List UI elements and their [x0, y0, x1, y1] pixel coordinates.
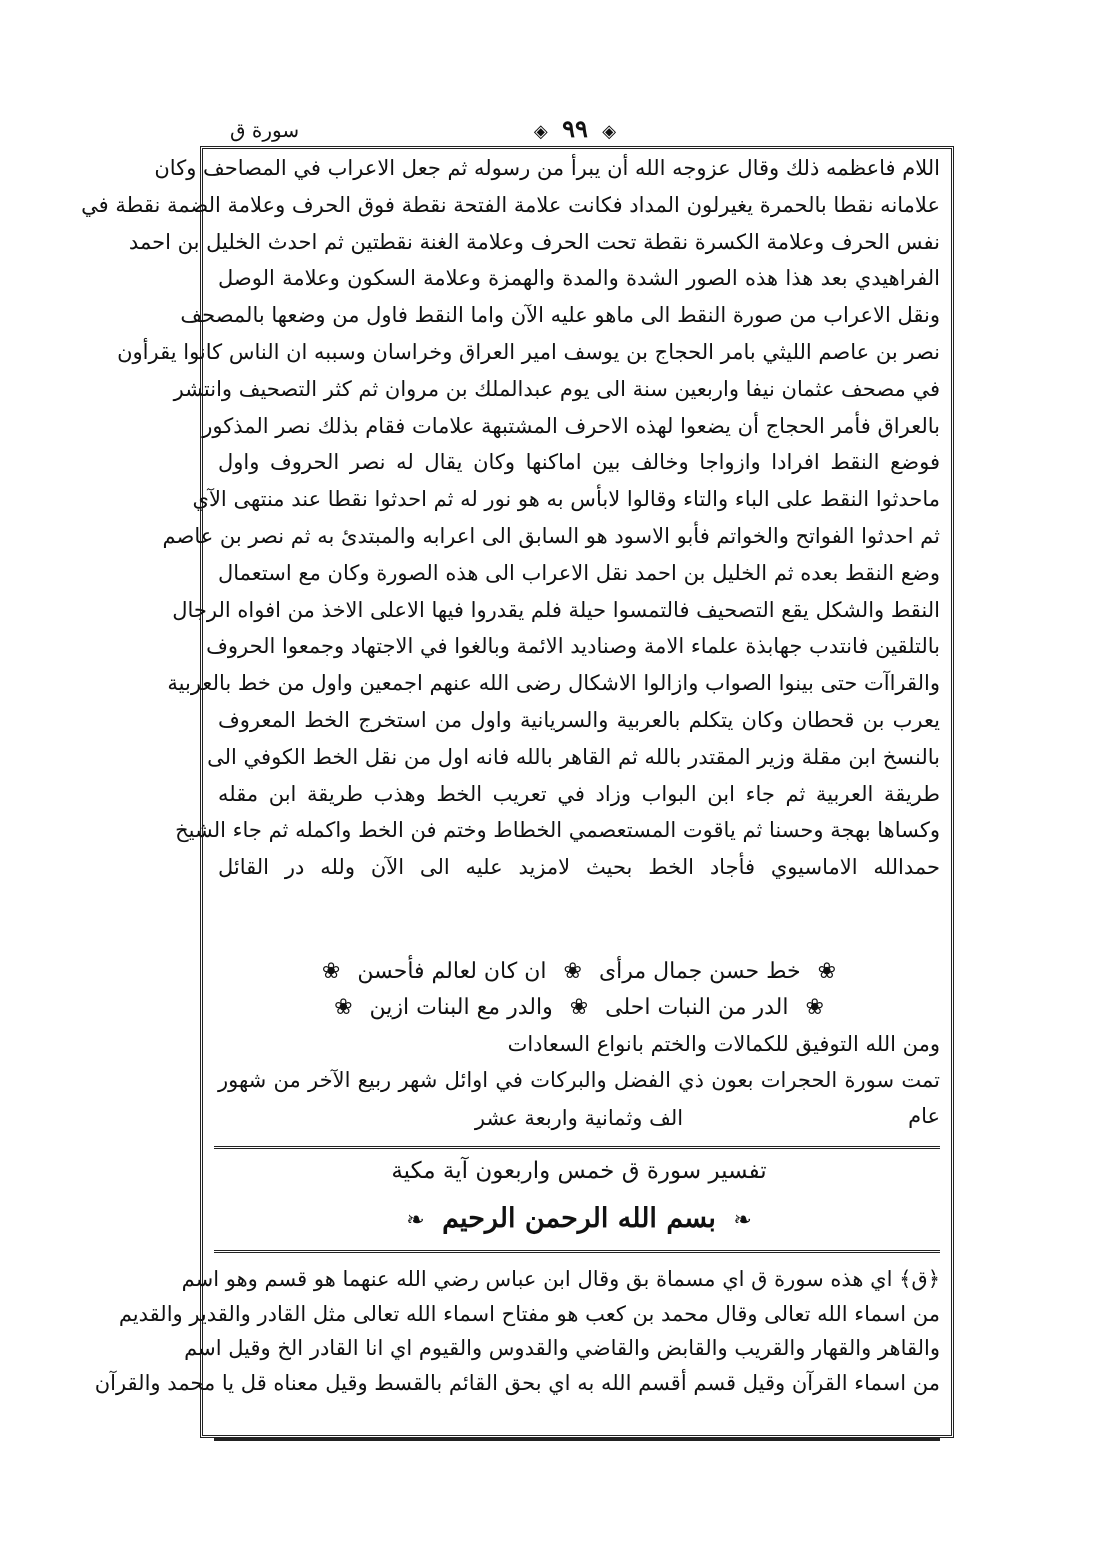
- colophon-line: تمت سورة الحجرات بعون ذي الفضل والبركات في اوائل شهر ربيع الآخر من شهور عام: [218, 1068, 940, 1128]
- tafsir-text: [94, 1262, 940, 1400]
- colophon-date: الف وثمانية واربعة عشر: [474, 1106, 684, 1130]
- text-line: ﴿ق﴾ اي هذه سورة ق اي مسماة بق وقال ابن عباس رضي الله عنهما هو قسم وهو اسم: [181, 1267, 940, 1291]
- flower-icon: ❀: [817, 959, 837, 984]
- section-divider: [214, 1146, 940, 1149]
- running-surah-title: سورة ق: [230, 118, 300, 142]
- flower-icon: ❀: [563, 959, 582, 984]
- ornament-icon: ❧: [733, 1208, 752, 1233]
- text-line: والقاهر والقهار والقريب والقابض والقاضي والقدوس والقيوم اي انا القادر الخ وقيل اسم: [184, 1336, 940, 1360]
- flower-icon: ❀: [569, 995, 589, 1020]
- text-line: فوضع النقط افرادا وازواجا وخالف بين اماكنها وكان يقال له نصر الحروف واول: [218, 450, 940, 475]
- basmala-text: بسم الله الرحمن الرحيم: [442, 1203, 716, 1234]
- page-number-text: ٩٩: [562, 114, 588, 143]
- text-line: نصر بن عاصم الليثي بامر الحجاج بن يوسف امير العراق وخراسان وسببه ان الناس كانوا يقرأون: [117, 339, 940, 364]
- surah-intro-title: تفسير سورة ق خمس واربعون آية مكية: [391, 1158, 767, 1184]
- text-line: يعرب بن قحطان وكان يتكلم بالعربية والسريانية واول من استخرج الخط المعروف: [218, 707, 940, 732]
- text-line: بالعراق فأمر الحجاج أن يضعوا لهذه الاحرف المشتبهة علامات فقام بذلك نصر المذكور: [202, 413, 940, 438]
- text-line: وكساها بهجة وحسنا ثم ياقوت المستعصمي الخطاط وختم فن الخط واكمله ثم جاء الشيخ: [175, 818, 940, 843]
- poem-verse: [218, 990, 940, 1026]
- text-line: في مصحف عثمان نيفا واربعين سنة الى يوم عبدالملك بن مروان ثم كثر التصحيف وانتشر: [173, 376, 940, 401]
- ornament-icon: ◈: [602, 121, 617, 142]
- flower-icon: ❀: [321, 959, 341, 984]
- text-line: من اسماء القرآن وقيل قسم أقسم الله به اي بحق القائم بالقسط وقيل معناه قل يا محمد والقرآن: [94, 1370, 940, 1395]
- main-text: [81, 150, 940, 886]
- text-line: طريقة العربية ثم جاء ابن البواب وزاد في تعريب الخط وهذب طريقة ابن مقله: [218, 781, 940, 806]
- verse-hemistich: خط حسن جمال مرأى: [598, 959, 801, 984]
- bottom-rule: [214, 1438, 940, 1441]
- text-line: علامانه نقطا بالحمرة يغيرلون المداد فكانت علامة الفتحة نقطة فوق الحرف وعلامة الضمة نقطة في: [81, 192, 940, 217]
- verse-hemistich: ان كان لعالم فأحسن: [357, 959, 547, 984]
- poem-verse: [218, 954, 940, 990]
- ornament-icon: ❧: [406, 1208, 425, 1233]
- flower-icon: ❀: [334, 995, 353, 1020]
- page-number: [200, 114, 950, 143]
- text-line: بالنسخ ابن مقلة وزير المقتدر بالله ثم القاهر بالله فانه اول من نقل الخط الكوفي الى: [207, 744, 940, 769]
- text-line: بالتلقين فانتدب جهابذة علماء الامة وصناديد الائمة وبالغوا في الاجتهاد وجمعوا الحروف: [206, 634, 940, 659]
- text-line: اللام فاعظمه ذلك وقال عزوجه الله أن يبرأ من رسوله ثم جعل الاعراب في المصاحف وكان: [154, 156, 940, 180]
- text-line: ونقل الاعراب من صورة النقط الى ماهو عليه الآن واما النقط فاول من وضعها بالمصحف: [180, 303, 940, 328]
- text-line: وضع النقط بعده ثم الخليل بن احمد نقل الاعراب الى هذه الصورة وكان مع استعمال: [218, 560, 940, 585]
- ornament-icon: ◈: [533, 121, 548, 142]
- text-line: الفراهيدي بعد هذا هذه الصور الشدة والمدة والهمزة وعلامة السكون وعلامة الوصل: [218, 266, 940, 291]
- text-line: ثم احدثوا الفواتح والخواتم فأبو الاسود هو السابق الى اعرابه والمبتدئ به ثم نصر بن عاصم: [162, 523, 940, 548]
- text-line: والقراآت حتى بينوا الصواب وازالوا الاشكال رضى الله عنهم اجمعين واول من خط بالعربية: [167, 671, 940, 696]
- verse-hemistich: والدر مع البنات ازين: [369, 995, 553, 1020]
- text-line: من اسماء الله تعالى وقال محمد بن كعب هو مفتاح اسماء الله تعالى مثل القادر والقدير والقديم: [118, 1301, 940, 1326]
- page-header: [200, 110, 950, 146]
- closing-line: ومن الله التوفيق للكمالات والختم بانواع السعادات: [507, 1032, 940, 1056]
- basmala: [218, 1203, 940, 1234]
- flower-icon: ❀: [805, 995, 824, 1020]
- text-line: النقط والشكل يقع التصحيف فالتمسوا حيلة فلم يقدروا فيها الاعلى الاخذ من افواه الرجال: [172, 597, 940, 622]
- text-line: حمدالله الاماسيوي فأجاد الخط بحيث لامزيد عليه الى الآن ولله در القائل: [218, 855, 940, 880]
- verse-hemistich: الدر من النبات احلى: [605, 995, 789, 1020]
- section-divider: [214, 1250, 940, 1253]
- text-line: ماحدثوا النقط على الباء والتاء وقالوا لابأس به هو نور له ثم احدثوا نقطا عند منتهى الآي: [192, 487, 940, 512]
- text-line: نفس الحرف وعلامة الكسرة نقطة تحت الحرف وعلامة الغنة نقطتين ثم احدث الخليل بن احمد: [128, 229, 940, 254]
